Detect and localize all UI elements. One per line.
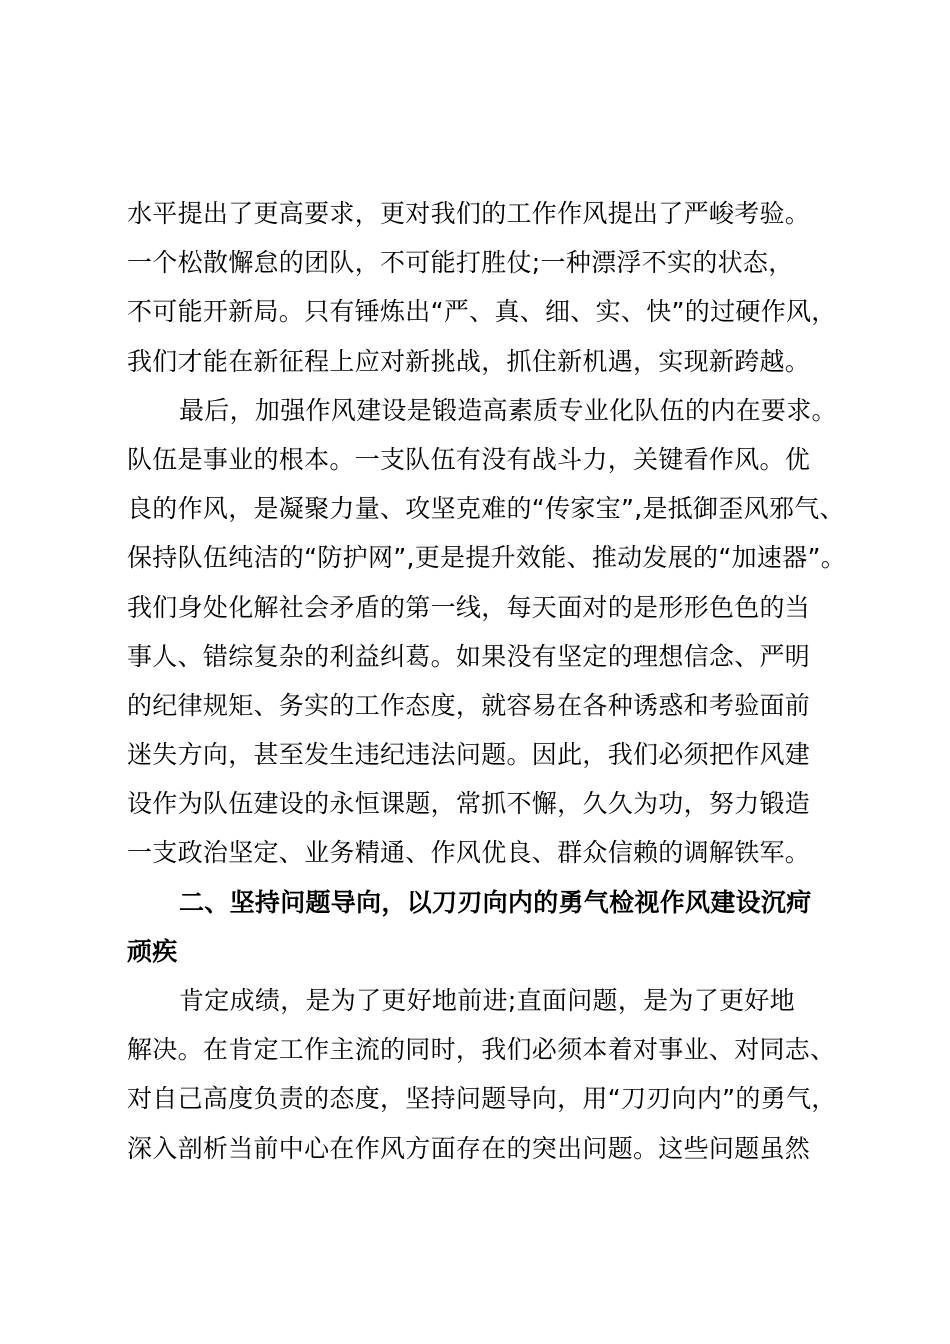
text-line: 深入剖析当前中心在作风方面存在的突出问题。这些问题虽然 xyxy=(127,1133,811,1163)
text-line: 设作为队伍建设的永恒课题，常抓不懈，久久为功，努力锻造 xyxy=(127,789,811,819)
paragraph-start-line: 肯定成绩，是为了更好地前进;直面问题，是为了更好地 xyxy=(179,986,795,1015)
document-body xyxy=(127,189,847,1173)
text-line: 的纪律规矩、务实的工作态度，就容易在各种诱惑和考验面前 xyxy=(127,690,811,720)
text-line: 迷失方向，甚至发生违纪违法问题。因此，我们必须把作风建 xyxy=(127,740,811,770)
text-line: 水平提出了更高要求，更对我们的工作作风提出了严峻考验。 xyxy=(127,199,811,228)
text-line: 不可能开新局。只有锤炼出“严、真、细、实、快”的过硬作风， xyxy=(127,297,837,327)
text-line: 我们才能在新征程上应对新挑战，抓住新机遇，实现新跨越。 xyxy=(127,346,811,376)
section-heading: 二、坚持问题导向，以刀刃向内的勇气检视作风建设沉疴 xyxy=(179,887,812,917)
text-line: 解决。在肯定工作主流的同时，我们必须本着对事业、对同志、 xyxy=(127,1035,836,1065)
section-heading-continuation: 顽疾 xyxy=(127,936,178,966)
text-line: 我们身处化解社会矛盾的第一线，每天面对的是形形色色的当 xyxy=(127,592,811,622)
text-line: 一个松散懈怠的团队，不可能打胜仗;一种漂浮不实的状态， xyxy=(127,248,794,278)
text-line: 良的作风，是凝聚力量、攻坚克难的“传家宝”,是抵御歪风邪气、 xyxy=(127,494,845,524)
text-line: 对自己高度负责的态度，坚持问题导向，用“刀刃向内”的勇气， xyxy=(127,1084,837,1114)
text-line: 事人、错综复杂的利益纠葛。如果没有坚定的理想信念、严明 xyxy=(127,641,811,671)
text-line: 一支政治坚定、业务精通、作风优良、群众信赖的调解铁军。 xyxy=(127,838,811,868)
text-line: 队伍是事业的根本。一支队伍有没有战斗力，关键看作风。优 xyxy=(127,444,811,474)
paragraph-start-line: 最后，加强作风建设是锻造高素质专业化队伍的内在要求。 xyxy=(179,395,837,425)
text-line: 保持队伍纯洁的“防护网”,更是提升效能、推动发展的“加速器”。 xyxy=(127,543,847,573)
